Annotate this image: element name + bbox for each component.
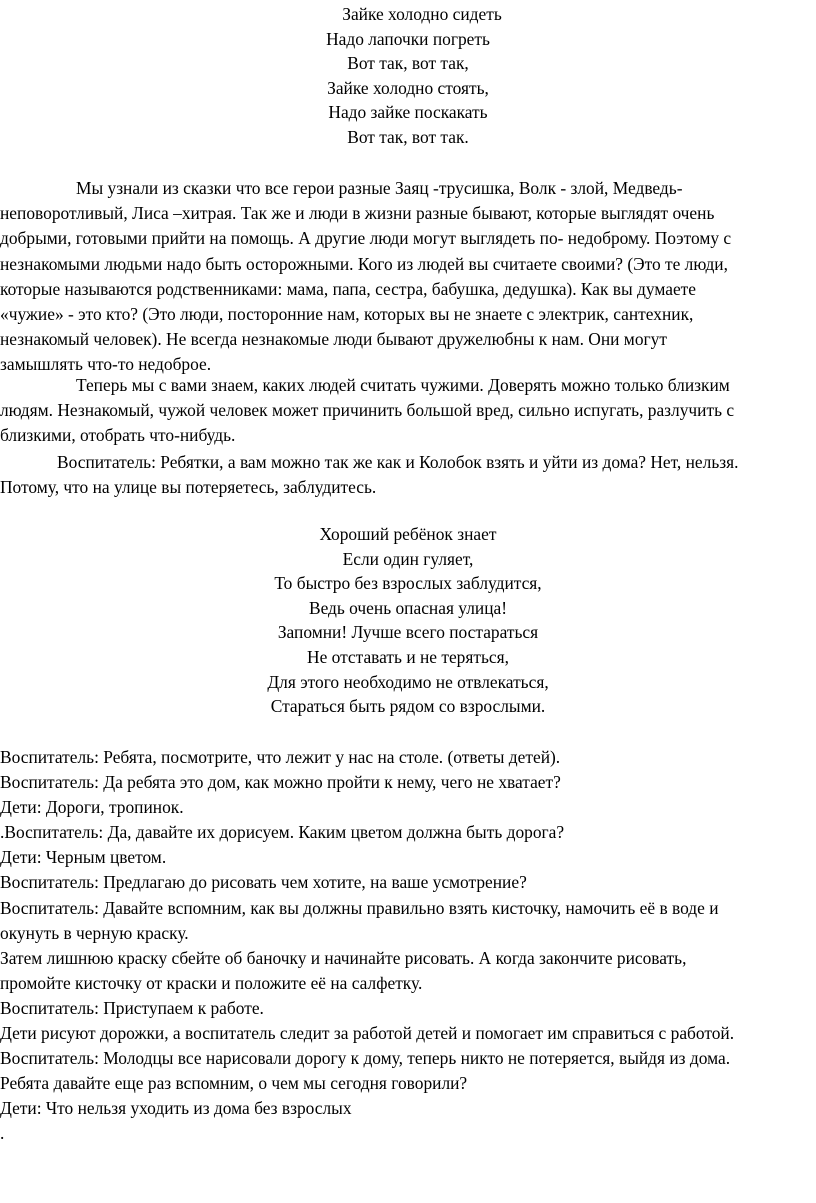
dialogue-line: .Воспитатель: Да, давайте их дорисуем. Каким цветом должна быть дорога? (0, 822, 565, 843)
dialogue-line: Дети рисуют дорожки, а воспитатель следит за работой детей и помогает им справиться с работой. (0, 1023, 735, 1044)
paragraph-heroes (0, 176, 812, 378)
paragraph-line: добрыми, готовыми прийти на помощь. А другие люди могут выглядеть по- недоброму. Поэтому с (0, 228, 732, 249)
paragraph-line: Потому, что на улице вы потеряетесь, заблудитесь. (0, 477, 377, 498)
paragraph-line: замышлять что-то недоброе. (0, 354, 212, 375)
paragraph-line: неповоротливый, Лиса –хитрая. Так же и люди в жизни разные бывают, которые выглядят очень (0, 203, 715, 224)
poem-line: Надо зайке поскакать (328, 102, 488, 123)
paragraph-strangers (0, 373, 812, 449)
dialogue-line: Воспитатель: Да ребята это дом, как можно пройти к нему, чего не хватает? (0, 772, 561, 793)
paragraph-line: которые называются родственниками: мама, папа, сестра, бабушка, дедушка). Как вы думаете (0, 278, 696, 299)
dialogue-line: Воспитатель: Давайте вспомним, как вы должны правильно взять кисточку, намочить её в воде и (0, 897, 719, 918)
dialogue-line: Затем лишнюю краску сбейте об баночку и начинайте рисовать. А когда закончите рисовать, (0, 947, 687, 968)
poem-line: Надо лапочки погреть (326, 28, 490, 49)
dialogue-line: Воспитатель: Ребята, посмотрите, что лежит у нас на столе. (ответы детей). (0, 747, 561, 767)
poem-line: Вот так, вот так, (347, 53, 469, 74)
poem-line: Зайке холодно стоять, (327, 77, 489, 98)
paragraph-line: Мы узнали из сказки что все герои разные Заяц -трусишка, Волк - злой, Медведь- (76, 178, 683, 198)
dialogue-line: Ребята давайте еще раз вспомним, о чем мы сегодня говорили? (0, 1073, 468, 1094)
poem-line: Запомни! Лучше всего постараться (277, 622, 539, 643)
paragraph-line: близкими, отобрать что-нибудь. (0, 425, 236, 446)
dialogue-line: Воспитатель: Приступаем к работе. (0, 997, 264, 1018)
dialogue-line: . (0, 1123, 5, 1144)
dialogue-line: промойте кисточку от краски и положите её на салфетку. (0, 972, 423, 993)
dialogue-section (0, 745, 812, 1147)
poem-line: Не отставать и не теряться, (307, 646, 509, 667)
poem-line: То быстро без взрослых заблудится, (274, 573, 542, 594)
dialogue-line: окунуть в черную краску. (0, 922, 189, 943)
poem-good-child (0, 522, 816, 719)
dialogue-line: Воспитатель: Предлагаю до рисовать чем хотите, на ваше усмотрение? (0, 872, 527, 893)
paragraph-line: Теперь мы с вами знаем, каких людей считать чужими. Доверять можно только близким (76, 375, 730, 395)
poem-line: Хороший ребёнок знает (319, 524, 497, 544)
poem-line: Если один гуляет, (342, 548, 474, 569)
poem-line: Для этого необходимо не отвлекаться, (267, 671, 549, 692)
dialogue-line: Дети: Что нельзя уходить из дома без взрослых (0, 1098, 352, 1119)
paragraph-line: незнакомый человек). Не всегда незнакомые люди бывают дружелюбны к нам. Они могут (0, 329, 667, 350)
dialogue-line: Дети: Черным цветом. (0, 847, 167, 868)
paragraph-line: «чужие» - это кто? (Это люди, посторонние нам, которых вы не знаете с электрик, сантехник, (0, 304, 694, 325)
poem-line: Вот так, вот так. (347, 126, 469, 147)
paragraph-line: незнакомыми людьми надо быть осторожными. Кого из людей вы считаете своими? (Это те люди, (0, 253, 728, 274)
poem-line: Ведь очень опасная улица! (308, 597, 508, 618)
dialogue-line: Дети: Дороги, тропинок. (0, 797, 184, 818)
poem-line: Стараться быть рядом со взрослыми. (270, 696, 546, 717)
paragraph-line: Воспитатель: Ребятки, а вам можно так же как и Колобок взять и уйти из дома? Нет, нельзя. (57, 452, 739, 472)
paragraph-line: людям. Незнакомый, чужой человек может причинить большой вред, сильно испугать, разлучить с (0, 400, 735, 421)
poem-zaika (0, 2, 816, 150)
dialogue-line: Воспитатель: Молодцы все нарисовали дорогу к дому, теперь никто не потеряется, выйдя из дома. (0, 1048, 731, 1069)
paragraph-kolobok (0, 450, 812, 500)
poem-line: Зайке холодно сидеть (342, 4, 502, 24)
